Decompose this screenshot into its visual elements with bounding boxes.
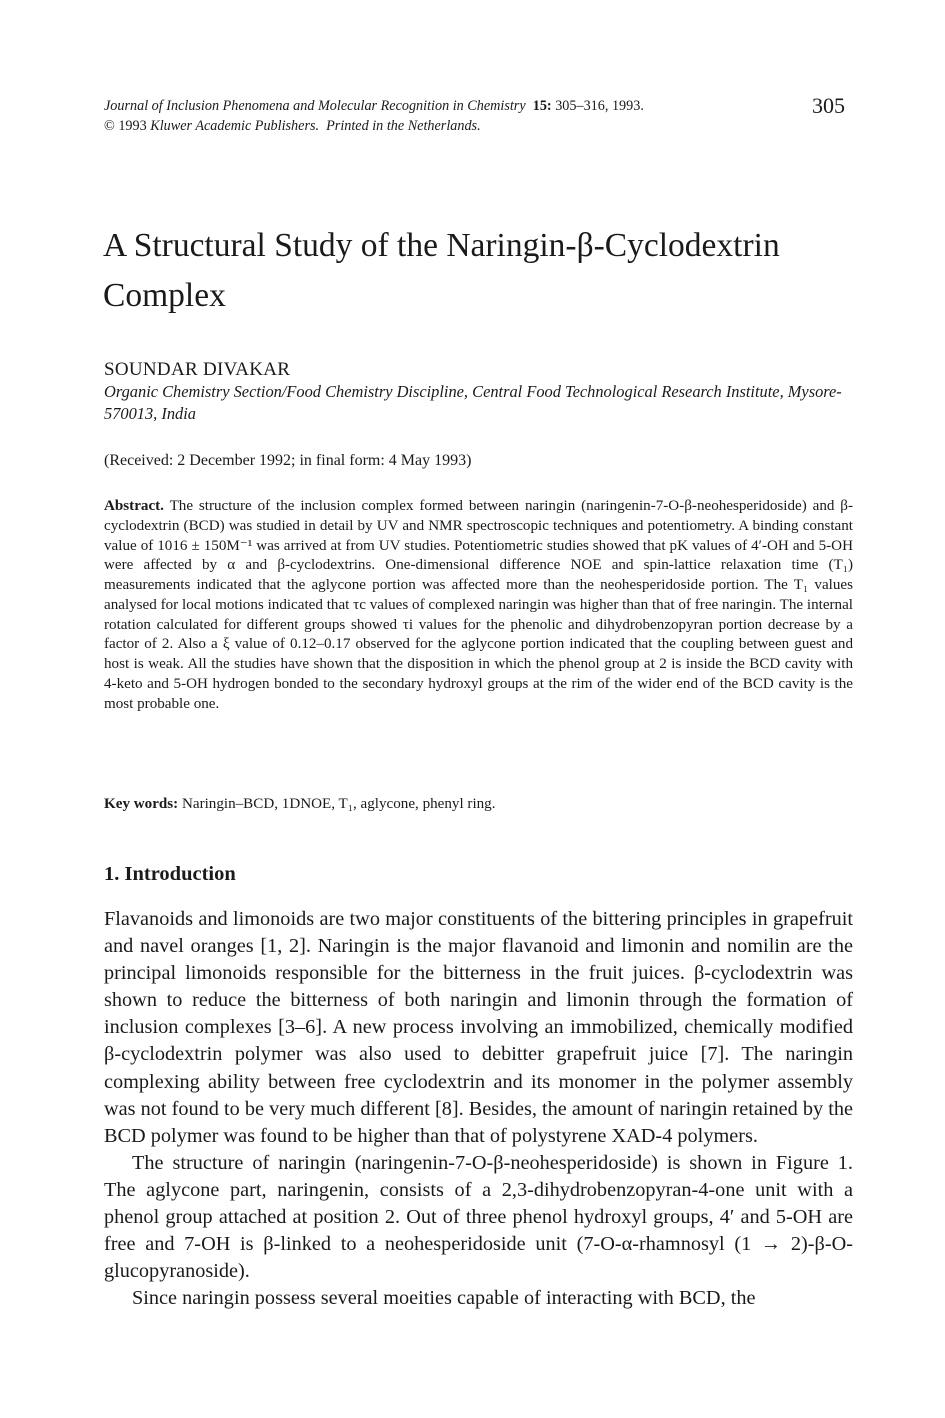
section-heading: 1. Introduction bbox=[104, 863, 236, 885]
intro-paragraph-3: Since naringin possess several moeities capable of interacting with BCD, the bbox=[132, 1287, 756, 1310]
received-dates: (Received: 2 December 1992; in final form: 4 May 1993) bbox=[104, 452, 472, 469]
keywords-label: Key words: bbox=[104, 796, 179, 812]
author-name: SOUNDAR DIVAKAR bbox=[104, 359, 291, 380]
intro-paragraph-2: The structure of naringin (naringenin-7-O-β-neohesperidoside) is shown in Figure 1. The aglycone part, naringenin, consists of a 2,3-dihydrobenzopyran-4-one unit with a phenol group attached at position 2. Out of three phenol hydroxyl groups, 4′ and 5-OH are free and 7-OH is β-linked to a neohesperidoside unit (7-O-α-rhamnosyl (1 → 2)-β-O-glucopyranoside). bbox=[104, 1151, 853, 1283]
journal-title: Journal of Inclusion Phenomena and Molecular Recognition in Chemistry bbox=[104, 98, 526, 114]
journal-header bbox=[104, 96, 644, 136]
journal-pages: 305–316, 1993. bbox=[555, 98, 644, 114]
printed-in: Printed in the Netherlands. bbox=[326, 118, 481, 134]
abstract bbox=[104, 497, 853, 714]
abstract-label: Abstract. bbox=[104, 498, 164, 514]
keywords-text: Naringin–BCD, 1DNOE, T₁, aglycone, phenyl ring. bbox=[181, 796, 496, 812]
copyright-symbol: © bbox=[104, 118, 115, 134]
publisher: Kluwer Academic Publishers. bbox=[150, 118, 320, 134]
keywords bbox=[104, 796, 496, 813]
intro-paragraph-1: Flavanoids and limonoids are two major constituents of the bittering principles in grapefruit and navel oranges [1, 2]. Naringin is the major flavanoid and limonin and nomilin are the principal limonoids responsible for the bitterness in the fruit juices. β-cyclodextrin was shown to reduce the bitterness of both naringin and limonin through the formation of inclusion complexes [3–6]. A new process involving an immobilized, chemically modified β-cyclodextrin polymer was also used to debitter grapefruit juice [7]. The naringin complexing ability between free cyclodextrin and its monomer in the polymer assembly was not found to be very much different [8]. Besides, the amount of naringin retained by the BCD polymer was found to be higher than that of polystyrene XAD-4 polymers. bbox=[104, 908, 853, 1147]
copyright-year: 1993 bbox=[118, 118, 147, 134]
journal-volume: 15: bbox=[532, 98, 552, 114]
introduction-body bbox=[104, 906, 853, 1312]
page-number: 305 bbox=[812, 93, 845, 118]
author-affiliation: Organic Chemistry Section/Food Chemistry Discipline, Central Food Technological Research Institute, Mysore-570013, India bbox=[104, 382, 842, 423]
paper-title: A Structural Study of the Naringin-β-Cyclodextrin Complex bbox=[103, 227, 780, 314]
abstract-text: The structure of the inclusion complex formed between naringin (naringenin-7-O-β-neohesperidoside) and β-cyclodextrin (BCD) was studied in detail by UV and NMR spectroscopic techniques and potentiometry. A binding constant value of 1016 ± 150M⁻¹ was arrived at from UV studies. Potentiometric studies showed that pK values of 4′-OH and 5-OH were affected by α and β-cyclodextrins. One-dimensional difference NOE and spin-lattice relaxation time (T₁) measurements indicated that the aglycone portion was affected more than the neohesperidoside portion. The T₁ values analysed for local motions indicated that τc values of complexed naringin was higher than that of free naringin. The internal rotation calculated for different groups showed τi values for the phenolic and dihydrobenzopyran portion decrease by a factor of 2. Also a ξ value of 0.12–0.17 observed for the aglycone portion indicated that the coupling between guest and host is weak. All the studies have shown that the disposition in which the phenol group at 2 is inside the BCD cavity with 4-keto and 5-OH hydrogen bonded to the secondary hydroxyl groups at the rim of the wider end of the BCD cavity is the most probable one. bbox=[104, 498, 853, 712]
